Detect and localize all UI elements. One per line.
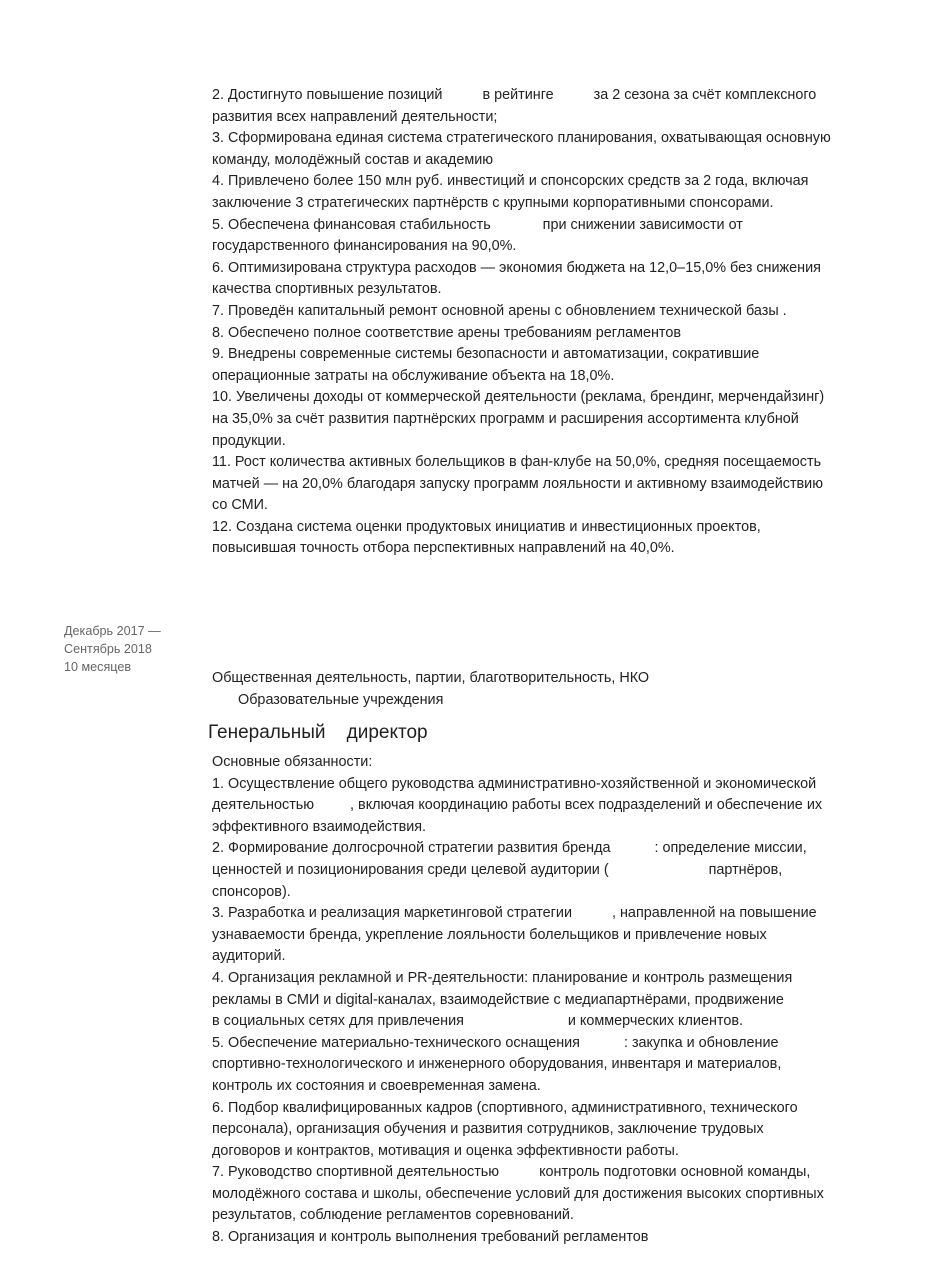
achievement-item: 8. Обеспечено полное соответствие арены требованиям регламентов xyxy=(212,324,682,341)
duties-section xyxy=(212,752,862,1249)
industry-sub: Образовательные учреждения xyxy=(238,692,444,708)
industry-main: Общественная деятельность, партии, благотворительность, НКО xyxy=(212,670,650,686)
duty-item: 3. Разработка и реализация маркетинговой стратегии , направленной на повышение узнаваемости бренда, укрепление лояльности болельщиков и привлечение новых аудиторий. xyxy=(212,905,817,965)
achievement-item: 12. Создана система оценки продуктовых инициатив и инвестиционных проектов, повысившая точность отбора перспективных направлений на 40,0%. xyxy=(212,518,761,557)
employment-period xyxy=(64,622,204,676)
achievement-item: 2. Достигнуто повышение позиций в рейтинге за 2 сезона за счёт комплексного развития всех направлений деятельности; xyxy=(212,87,817,125)
achievement-item: 9. Внедрены современные системы безопасности и автоматизации, сократившие операционные затраты на обслуживание объекта на 18,0%. xyxy=(212,346,760,384)
period-start: Декабрь 2017 — xyxy=(64,624,161,638)
duty-item: 4. Организация рекламной и PR-деятельности: планирование и контроль размещения рекламы в СМИ и digital-каналах, взаимодействие с медиапартнёрами, продвижение в социальных сетях для привлечения и коммерческих клиентов. xyxy=(212,969,793,1030)
achievement-item: 5. Обеспечена финансовая стабильность при снижении зависимости от государственного финансирования на 90,0%. xyxy=(212,216,743,255)
period-duration: 10 месяцев xyxy=(64,660,132,674)
achievement-item: 7. Проведён капитальный ремонт основной арены с обновлением технической базы . xyxy=(212,302,787,319)
achievements-list xyxy=(212,85,862,560)
duty-item: 6. Подбор квалифицированных кадров (спортивного, административного, технического персонала), организация обучения и развития сотрудников, заключение трудовых договоров и контрактов, мотивация и оценка эффективности работы. xyxy=(212,1099,798,1159)
duty-item: 7. Руководство спортивной деятельностью контроль подготовки основной команды, молодёжного состава и школы, обеспечение условий для достижения высоких спортивных результатов, соблюдение регламентов соревнований. xyxy=(212,1164,824,1224)
duty-item: 2. Формирование долгосрочной стратегии развития бренда : определение миссии, ценностей и позиционирования среди целевой аудитории ( партнёров, спонсоров). xyxy=(212,840,807,900)
achievement-item: 11. Рост количества активных болельщиков в фан-клубе на 50,0%, средняя посещаемость матчей — на 20,0% благодаря запуску программ лояльности и активному взаимодействию со СМИ. xyxy=(212,454,824,514)
achievement-item: 4. Привлечено более 150 млн руб. инвестиций и спонсорских средств за 2 года, включая заключение 3 стратегических партнёрств с крупными корпоративными спонсорами. xyxy=(212,173,809,211)
achievement-item: 6. Оптимизирована структура расходов — экономия бюджета на 12,0–15,0% без снижения качества спортивных результатов. xyxy=(212,259,821,298)
achievement-item: 10. Увеличены доходы от коммерческой деятельности (реклама, брендинг, мерчендайзинг) на 35,0% за счёт развития партнёрских программ и расширения ассортимента клубной продукции. xyxy=(212,389,825,449)
duty-item: 5. Обеспечение материально-технического оснащения : закупка и обновление спортивно-технологического и инженерного оборудования, инвентаря и материалов, контроль их состояния и своевременная замена. xyxy=(212,1034,782,1094)
duty-item: 1. Осуществление общего руководства административно-хозяйственной и экономической деятельностью , включая координацию работы всех подразделений и обеспечение их эффективного взаимодействия. xyxy=(212,775,823,835)
duty-item: 8. Организация и контроль выполнения требований регламентов xyxy=(212,1229,649,1246)
achievement-item: 3. Сформирована единая система стратегического планирования, охватывающая основную команду, молодёжный состав и академию xyxy=(212,130,831,168)
duties-heading: Основные обязанности: xyxy=(212,754,373,770)
position-title: Генеральный директор xyxy=(208,722,428,743)
period-end: Сентябрь 2018 xyxy=(64,642,152,656)
